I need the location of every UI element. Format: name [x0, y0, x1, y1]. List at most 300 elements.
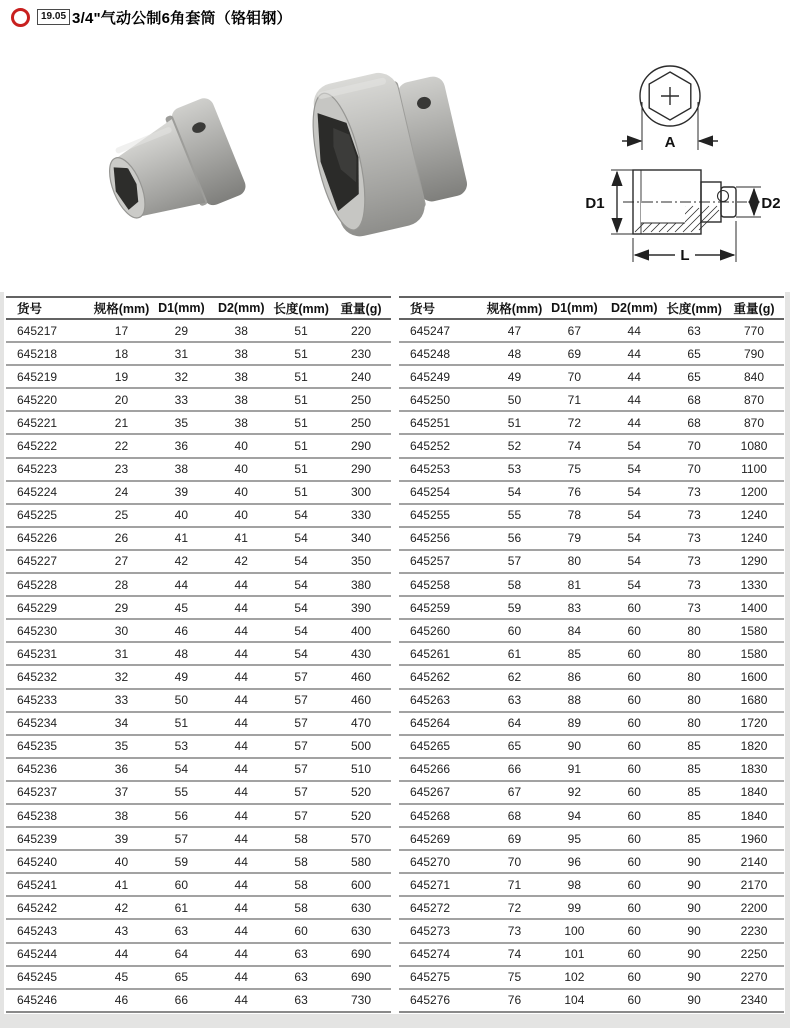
table-row	[6, 689, 391, 712]
table-cell: 80	[664, 642, 724, 665]
table-cell: 645221	[6, 411, 92, 434]
table-cell: 645274	[399, 943, 485, 966]
table-cell: 44	[211, 804, 271, 827]
table-cell: 870	[724, 388, 784, 411]
table-cell: 70	[664, 458, 724, 481]
column-header: D2(mm)	[604, 297, 664, 319]
table-cell: 645240	[6, 850, 92, 873]
table-cell: 1820	[724, 735, 784, 758]
table-cell: 600	[331, 873, 391, 896]
table-cell: 49	[485, 365, 545, 388]
table-cell: 31	[151, 342, 211, 365]
table-cell: 460	[331, 665, 391, 688]
table-cell: 32	[92, 665, 152, 688]
table-cell: 102	[544, 966, 604, 989]
table-cell: 80	[664, 712, 724, 735]
table-cell: 60	[604, 943, 664, 966]
table-cell: 48	[151, 642, 211, 665]
table-row	[6, 850, 391, 873]
table-cell: 60	[604, 758, 664, 781]
table-row	[6, 804, 391, 827]
table-cell: 1100	[724, 458, 784, 481]
table-cell: 19	[92, 365, 152, 388]
table-row	[6, 319, 391, 342]
table-cell: 29	[151, 319, 211, 342]
table-cell: 64	[151, 943, 211, 966]
table-cell: 520	[331, 781, 391, 804]
table-cell: 29	[92, 596, 152, 619]
table-cell: 80	[664, 689, 724, 712]
table-cell: 88	[544, 689, 604, 712]
column-header: D2(mm)	[211, 297, 271, 319]
page-edge-right	[785, 292, 790, 1028]
table-cell: 645252	[399, 434, 485, 457]
table-cell: 34	[92, 712, 152, 735]
table-cell: 25	[92, 504, 152, 527]
table-cell: 42	[92, 896, 152, 919]
table-cell: 75	[544, 458, 604, 481]
table-row	[399, 735, 784, 758]
table-row	[399, 434, 784, 457]
table-cell: 63	[664, 319, 724, 342]
table-cell: 65	[664, 365, 724, 388]
table-cell: 20	[92, 388, 152, 411]
table-cell: 44	[211, 943, 271, 966]
table-cell: 96	[544, 850, 604, 873]
page-edge-bottom	[0, 1014, 790, 1028]
table-cell: 390	[331, 596, 391, 619]
table-cell: 54	[271, 619, 331, 642]
table-cell: 44	[211, 642, 271, 665]
table-cell: 98	[544, 873, 604, 896]
table-row	[399, 689, 784, 712]
table-cell: 645270	[399, 850, 485, 873]
table-row	[6, 458, 391, 481]
table-cell: 57	[151, 827, 211, 850]
table-cell: 92	[544, 781, 604, 804]
table-cell: 645250	[399, 388, 485, 411]
table-cell: 54	[604, 573, 664, 596]
table-row	[399, 458, 784, 481]
table-cell: 1200	[724, 481, 784, 504]
column-header: D1(mm)	[151, 297, 211, 319]
table-cell: 38	[211, 342, 271, 365]
table-row	[6, 504, 391, 527]
table-cell: 645248	[399, 342, 485, 365]
table-cell: 44	[211, 989, 271, 1012]
table-cell: 520	[331, 804, 391, 827]
table-cell: 44	[151, 573, 211, 596]
table-cell: 645241	[6, 873, 92, 896]
detent-ball	[718, 191, 729, 202]
table-cell: 39	[151, 481, 211, 504]
table-cell: 52	[485, 434, 545, 457]
table-cell: 51	[271, 365, 331, 388]
table-row	[399, 850, 784, 873]
table-row	[399, 642, 784, 665]
table-cell: 60	[271, 919, 331, 942]
table-cell: 54	[604, 434, 664, 457]
table-row	[399, 781, 784, 804]
table-cell: 770	[724, 319, 784, 342]
table-cell: 22	[92, 434, 152, 457]
table-row	[399, 943, 784, 966]
table-cell: 430	[331, 642, 391, 665]
spec-table-left	[6, 296, 391, 1013]
table-cell: 840	[724, 365, 784, 388]
table-cell: 690	[331, 943, 391, 966]
column-header: D1(mm)	[544, 297, 604, 319]
table-row	[6, 966, 391, 989]
table-cell: 85	[664, 735, 724, 758]
table-cell: 38	[92, 804, 152, 827]
table-cell: 104	[544, 989, 604, 1012]
table-cell: 57	[271, 712, 331, 735]
table-cell: 60	[485, 619, 545, 642]
table-cell: 94	[544, 804, 604, 827]
table-row	[6, 365, 391, 388]
table-header-row	[6, 297, 391, 319]
table-cell: 44	[211, 781, 271, 804]
table-row	[6, 781, 391, 804]
table-cell: 1240	[724, 504, 784, 527]
table-cell: 74	[544, 434, 604, 457]
table-cell: 645236	[6, 758, 92, 781]
table-cell: 60	[604, 665, 664, 688]
table-row	[399, 481, 784, 504]
table-cell: 54	[604, 458, 664, 481]
table-cell: 59	[151, 850, 211, 873]
table-cell: 60	[604, 689, 664, 712]
table-cell: 60	[604, 735, 664, 758]
table-cell: 1600	[724, 665, 784, 688]
table-cell: 60	[604, 919, 664, 942]
table-cell: 580	[331, 850, 391, 873]
table-cell: 60	[604, 642, 664, 665]
table-cell: 645243	[6, 919, 92, 942]
table-row	[6, 619, 391, 642]
table-cell: 645223	[6, 458, 92, 481]
table-cell: 645263	[399, 689, 485, 712]
table-cell: 50	[151, 689, 211, 712]
table-cell: 645233	[6, 689, 92, 712]
table-cell: 46	[92, 989, 152, 1012]
label-d2: D2	[761, 195, 781, 212]
table-cell: 60	[604, 827, 664, 850]
table-cell: 41	[92, 873, 152, 896]
table-cell: 69	[544, 342, 604, 365]
table-cell: 630	[331, 896, 391, 919]
table-cell: 1840	[724, 804, 784, 827]
table-cell: 75	[485, 966, 545, 989]
red-ring-icon	[11, 8, 30, 27]
table-cell: 645231	[6, 642, 92, 665]
table-cell: 510	[331, 758, 391, 781]
table-row	[399, 388, 784, 411]
table-cell: 1680	[724, 689, 784, 712]
column-header: 长度(mm)	[271, 297, 331, 319]
table-cell: 340	[331, 527, 391, 550]
table-cell: 645229	[6, 596, 92, 619]
section-code: 19.05	[37, 9, 70, 25]
table-cell: 645237	[6, 781, 92, 804]
table-cell: 645249	[399, 365, 485, 388]
table-cell: 35	[151, 411, 211, 434]
table-cell: 730	[331, 989, 391, 1012]
table-cell: 71	[544, 388, 604, 411]
table-row	[6, 527, 391, 550]
table-cell: 36	[92, 758, 152, 781]
table-cell: 90	[664, 873, 724, 896]
table-row	[399, 342, 784, 365]
table-row	[399, 712, 784, 735]
table-cell: 44	[604, 365, 664, 388]
table-cell: 65	[664, 342, 724, 365]
table-row	[399, 411, 784, 434]
table-cell: 57	[271, 781, 331, 804]
table-cell: 330	[331, 504, 391, 527]
dimension-diagram	[575, 46, 783, 278]
table-row	[6, 873, 391, 896]
table-cell: 56	[151, 804, 211, 827]
table-cell: 74	[485, 943, 545, 966]
spec-tables	[6, 296, 784, 1013]
table-cell: 44	[211, 619, 271, 642]
table-cell: 645217	[6, 319, 92, 342]
table-cell: 26	[92, 527, 152, 550]
table-cell: 645235	[6, 735, 92, 758]
table-cell: 90	[664, 966, 724, 989]
table-row	[6, 434, 391, 457]
table-cell: 870	[724, 411, 784, 434]
table-row	[399, 665, 784, 688]
table-cell: 350	[331, 550, 391, 573]
table-cell: 645220	[6, 388, 92, 411]
table-row	[399, 619, 784, 642]
table-cell: 31	[92, 642, 152, 665]
table-cell: 645234	[6, 712, 92, 735]
table-cell: 500	[331, 735, 391, 758]
table-cell: 85	[544, 642, 604, 665]
table-row	[399, 919, 784, 942]
table-cell: 66	[485, 758, 545, 781]
table-cell: 645268	[399, 804, 485, 827]
table-cell: 1400	[724, 596, 784, 619]
table-cell: 24	[92, 481, 152, 504]
table-cell: 41	[151, 527, 211, 550]
table-cell: 42	[151, 550, 211, 573]
page-edge-left	[0, 292, 4, 1028]
table-cell: 38	[151, 458, 211, 481]
column-header: 重量(g)	[331, 297, 391, 319]
table-cell: 60	[604, 873, 664, 896]
table-cell: 72	[485, 896, 545, 919]
table-cell: 68	[664, 388, 724, 411]
table-cell: 645267	[399, 781, 485, 804]
column-header: 长度(mm)	[664, 297, 724, 319]
table-cell: 90	[544, 735, 604, 758]
table-cell: 40	[211, 434, 271, 457]
table-cell: 645264	[399, 712, 485, 735]
table-cell: 645275	[399, 966, 485, 989]
table-cell: 645219	[6, 365, 92, 388]
table-cell: 645253	[399, 458, 485, 481]
table-cell: 44	[211, 573, 271, 596]
table-cell: 44	[211, 665, 271, 688]
table-cell: 1240	[724, 527, 784, 550]
table-cell: 44	[92, 943, 152, 966]
table-cell: 21	[92, 411, 152, 434]
table-cell: 645251	[399, 411, 485, 434]
table-header-row	[399, 297, 784, 319]
table-cell: 30	[92, 619, 152, 642]
table-cell: 90	[664, 919, 724, 942]
table-cell: 57	[271, 665, 331, 688]
table-cell: 85	[664, 758, 724, 781]
table-row	[399, 527, 784, 550]
table-cell: 645262	[399, 665, 485, 688]
table-row	[399, 873, 784, 896]
table-cell: 645272	[399, 896, 485, 919]
table-cell: 645271	[399, 873, 485, 896]
table-cell: 57	[271, 804, 331, 827]
table-cell: 1840	[724, 781, 784, 804]
table-cell: 1580	[724, 642, 784, 665]
table-row	[399, 365, 784, 388]
table-cell: 57	[271, 735, 331, 758]
spec-table-right	[399, 296, 784, 1013]
table-row	[6, 896, 391, 919]
table-cell: 48	[485, 342, 545, 365]
table-row	[6, 481, 391, 504]
table-cell: 1080	[724, 434, 784, 457]
table-cell: 41	[211, 527, 271, 550]
table-cell: 28	[92, 573, 152, 596]
table-cell: 645276	[399, 989, 485, 1012]
table-cell: 45	[92, 966, 152, 989]
table-cell: 250	[331, 411, 391, 434]
table-row	[6, 411, 391, 434]
table-cell: 47	[485, 319, 545, 342]
table-cell: 44	[211, 712, 271, 735]
table-cell: 18	[92, 342, 152, 365]
table-cell: 69	[485, 827, 545, 850]
table-cell: 2140	[724, 850, 784, 873]
table-cell: 645247	[399, 319, 485, 342]
table-cell: 300	[331, 481, 391, 504]
table-row	[399, 804, 784, 827]
table-cell: 645227	[6, 550, 92, 573]
table-cell: 645224	[6, 481, 92, 504]
table-cell: 73	[664, 573, 724, 596]
table-cell: 63	[271, 989, 331, 1012]
table-cell: 51	[271, 434, 331, 457]
table-cell: 645246	[6, 989, 92, 1012]
table-cell: 100	[544, 919, 604, 942]
table-cell: 89	[544, 712, 604, 735]
table-cell: 645245	[6, 966, 92, 989]
table-cell: 1330	[724, 573, 784, 596]
table-cell: 76	[485, 989, 545, 1012]
table-cell: 38	[211, 319, 271, 342]
table-cell: 54	[271, 596, 331, 619]
table-cell: 80	[664, 619, 724, 642]
table-cell: 645238	[6, 804, 92, 827]
table-cell: 57	[485, 550, 545, 573]
table-cell: 1960	[724, 827, 784, 850]
table-cell: 23	[92, 458, 152, 481]
table-cell: 65	[151, 966, 211, 989]
table-cell: 570	[331, 827, 391, 850]
table-cell: 54	[271, 642, 331, 665]
table-cell: 240	[331, 365, 391, 388]
table-cell: 78	[544, 504, 604, 527]
table-cell: 2170	[724, 873, 784, 896]
table-row	[399, 896, 784, 919]
table-row	[399, 596, 784, 619]
table-cell: 54	[485, 481, 545, 504]
table-cell: 57	[271, 689, 331, 712]
table-cell: 44	[211, 758, 271, 781]
table-cell: 44	[211, 596, 271, 619]
table-cell: 73	[664, 481, 724, 504]
table-cell: 83	[544, 596, 604, 619]
table-cell: 40	[92, 850, 152, 873]
table-cell: 54	[604, 527, 664, 550]
table-cell: 58	[485, 573, 545, 596]
table-row	[6, 388, 391, 411]
table-cell: 645222	[6, 434, 92, 457]
column-header: 规格(mm)	[485, 297, 545, 319]
table-cell: 38	[211, 365, 271, 388]
table-cell: 44	[211, 873, 271, 896]
table-row	[6, 550, 391, 573]
table-cell: 33	[151, 388, 211, 411]
table-cell: 63	[485, 689, 545, 712]
table-cell: 380	[331, 573, 391, 596]
table-cell: 645266	[399, 758, 485, 781]
table-cell: 80	[544, 550, 604, 573]
table-cell: 56	[485, 527, 545, 550]
table-cell: 2230	[724, 919, 784, 942]
table-row	[399, 758, 784, 781]
label-d1: D1	[585, 195, 605, 212]
table-cell: 60	[604, 781, 664, 804]
table-cell: 91	[544, 758, 604, 781]
table-cell: 44	[604, 342, 664, 365]
table-cell: 60	[604, 896, 664, 919]
table-cell: 645257	[399, 550, 485, 573]
table-cell: 86	[544, 665, 604, 688]
table-cell: 85	[664, 827, 724, 850]
table-row	[6, 642, 391, 665]
table-cell: 67	[485, 781, 545, 804]
table-cell: 59	[485, 596, 545, 619]
table-cell: 67	[544, 319, 604, 342]
table-cell: 645232	[6, 665, 92, 688]
table-cell: 54	[604, 481, 664, 504]
table-cell: 37	[92, 781, 152, 804]
table-cell: 2270	[724, 966, 784, 989]
table-cell: 60	[151, 873, 211, 896]
table-cell: 44	[211, 896, 271, 919]
table-cell: 645230	[6, 619, 92, 642]
table-cell: 690	[331, 966, 391, 989]
table-cell: 73	[664, 527, 724, 550]
table-row	[6, 573, 391, 596]
table-cell: 53	[151, 735, 211, 758]
table-cell: 645261	[399, 642, 485, 665]
